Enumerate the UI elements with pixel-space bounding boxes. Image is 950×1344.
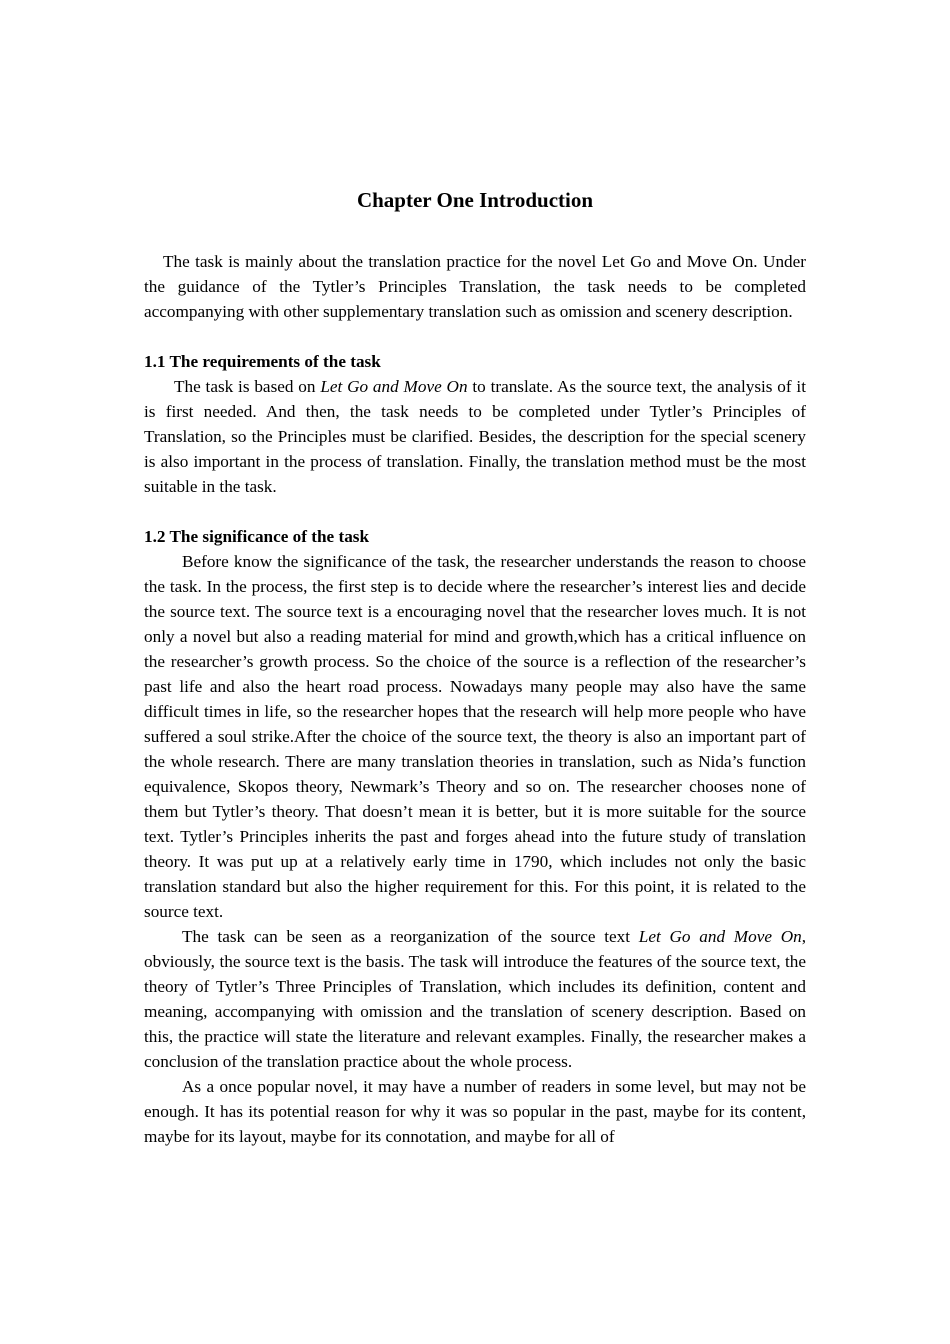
chapter-title: Chapter One Introduction bbox=[356, 188, 594, 212]
section-heading-requirements: 1.1 The requirements of the task bbox=[144, 352, 381, 371]
significance-text-end: , obviously, the source text is the basis. The task will introduce the features of the source text, the theory of Tytler’s Three Principles of Translation, which includes its definition, content and meaning, accompanying with omission and the translation of scenery description. Based on this, the practice will state the literature and relevant examples. Finally, the researcher makes a conclusion of the translation practice about the whole process. bbox=[144, 927, 806, 1071]
source-novel-title: Let Go and Move On bbox=[320, 377, 468, 396]
source-novel-title: Let Go and Move On bbox=[638, 927, 802, 946]
paragraph-gap bbox=[144, 324, 806, 349]
requirements-text-end: to translate. As the source text, the analysis of it is first needed. And then, the task needs to be completed under Tytler’s Principles of Translation, so the Principles must be clarified. Besides, the description for the special scenery is also important in the process of translation. Finally, the translation method must be the most suitable in the task. bbox=[144, 377, 806, 496]
significance-paragraph-2 bbox=[144, 924, 806, 1074]
intro-paragraph: The task is mainly about the translation practice for the novel Let Go and Move On. Under the guidance of the Tytler’s Principles Translation, the task needs to be completed accompanying with other supplementary translation such as omission and scenery description. bbox=[144, 252, 806, 321]
requirements-text-start: The task is based on bbox=[174, 377, 321, 396]
significance-paragraph-1: Before know the significance of the task, the researcher understands the reason to choose the task. In the process, the first step is to decide where the researcher’s interest lies and decide the source text. The source text is a encouraging novel that the researcher loves much. It is not only a novel but also a reading material for mind and growth,which has a critical influence on the researcher’s growth process. So the choice of the source is a reflection of the researcher’s past life and also the heart road process. Nowadays many people may also have the same difficult times in life, so the researcher hopes that the research will help more people who have suffered a soul strike.After the choice of the source text, the theory is also an important part of the whole research. There are many translation theories in translation, such as Nida’s function equivalence, Skopos theory, Newmark’s Theory and so on. The researcher chooses none of them but Tytler’s theory. That doesn’t mean it is better, but it is more suitable for the source text. Tytler’s Principles inherits the past and forges ahead into the future study of translation theory. It was put up at a relatively early time in 1790, which includes not only the basic translation standard but also the higher requirement for this. For this point, it is related to the source text. bbox=[144, 552, 806, 921]
section-heading-significance: 1.2 The significance of the task bbox=[144, 527, 370, 546]
requirements-paragraph bbox=[144, 374, 806, 499]
document-page bbox=[144, 0, 806, 1344]
paragraph-gap bbox=[144, 499, 806, 524]
significance-paragraph-3: As a once popular novel, it may have a number of readers in some level, but may not be enough. It has its potential reason for why it was so popular in the past, maybe for its content, maybe for its layout, maybe for its connotation, and maybe for all of bbox=[144, 1077, 806, 1146]
document-body bbox=[144, 249, 806, 1149]
significance-text-start: The task can be seen as a reorganization of the source text bbox=[182, 927, 639, 946]
